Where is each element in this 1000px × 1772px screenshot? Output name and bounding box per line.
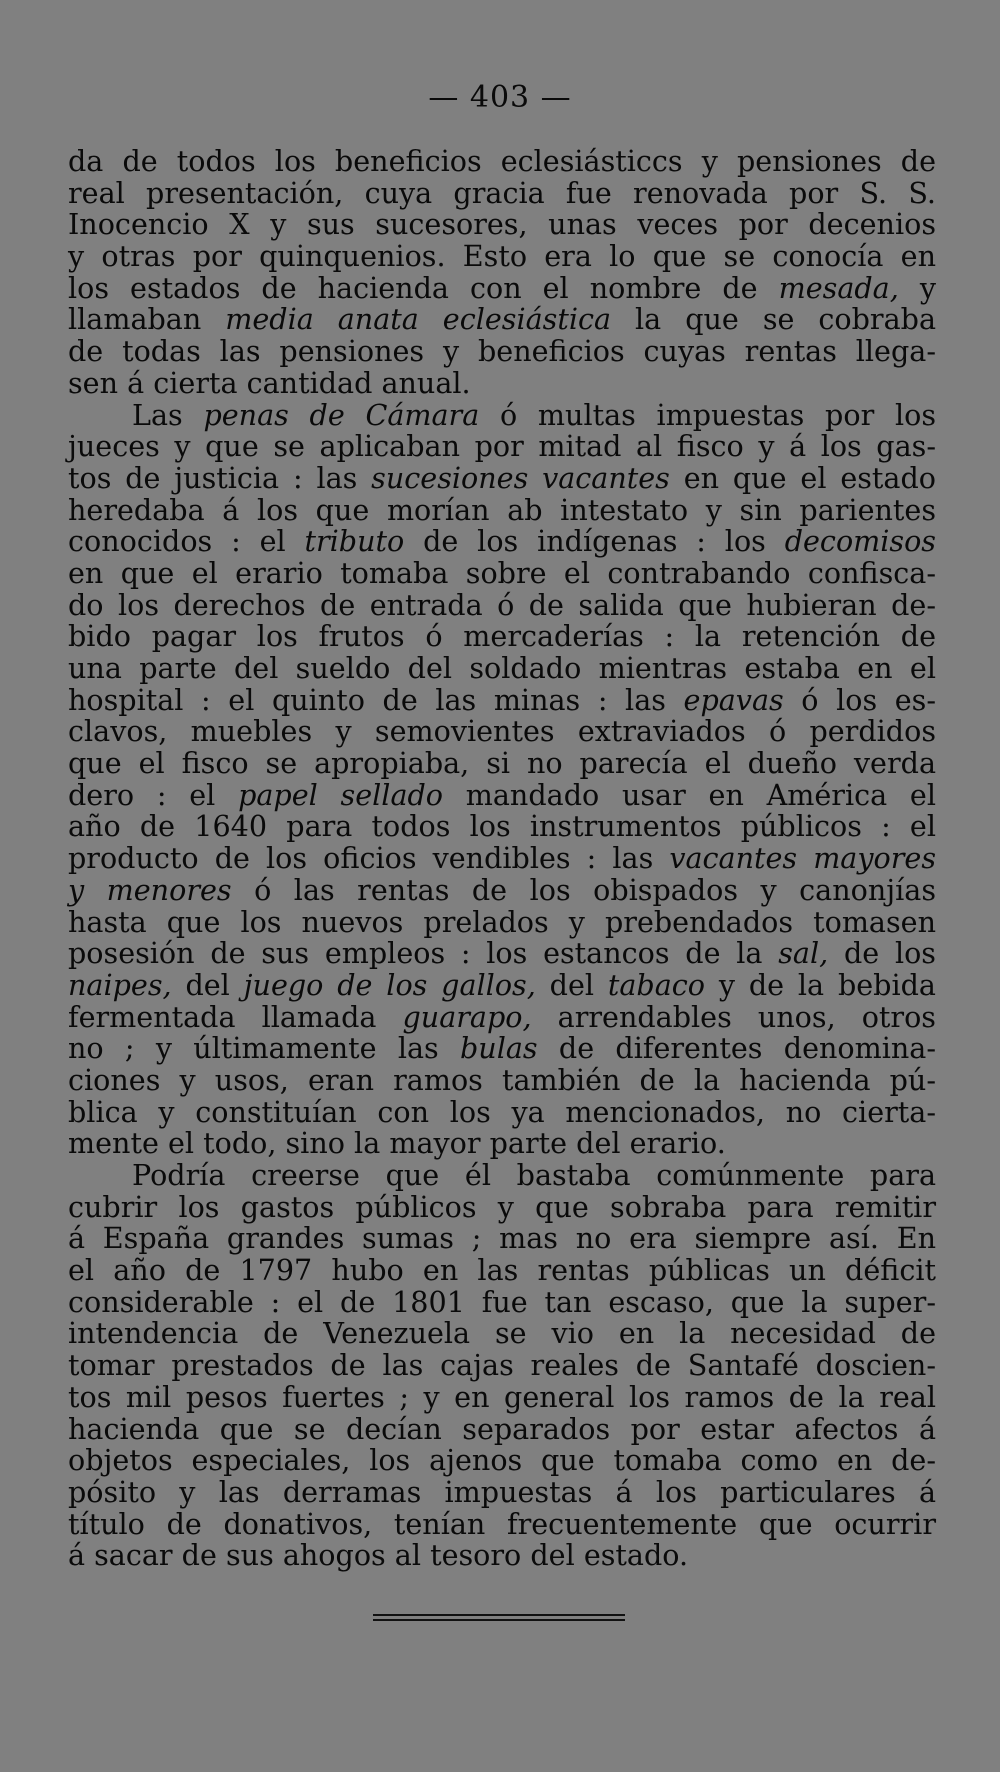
text-segment: ó los es-: [783, 682, 936, 717]
text-segment: que el fisco se apropiaba, si no parecía el dueño verda: [68, 746, 936, 781]
text-line: [68, 555, 936, 590]
text-segment: á España grandes sumas ; mas no era siempre así. En: [68, 1221, 936, 1256]
text-line: [68, 1379, 936, 1414]
text-segment: en que el estado: [669, 460, 936, 495]
italic-term: guarapo,: [402, 999, 532, 1034]
italic-term: juego de los gallos,: [243, 967, 536, 1002]
text-segment: á sacar de sus ahogos al tesoro del estado.: [68, 1538, 689, 1573]
text-segment: hasta que los nuevos prelados y prebendados tomasen: [68, 904, 936, 939]
text-line: [68, 526, 936, 558]
text-segment: Podría creerse que él bastaba comúnmente para: [132, 1158, 936, 1192]
text-segment: intendencia de Venezuela se vio en la necesidad de: [68, 1316, 936, 1351]
text-line: [68, 365, 936, 400]
text-segment: mente el todo, sino la mayor parte del erario.: [68, 1126, 726, 1161]
text-segment: heredaba á los que morían ab intestato y sin parientes: [68, 492, 936, 527]
text-line: [68, 209, 936, 241]
page-number: — 403 —: [428, 80, 572, 115]
italic-term: media anata eclesiástica: [225, 302, 612, 337]
text-segment: título de donativos, tenían frecuentemente que ocurrir: [68, 1506, 936, 1541]
text-segment: hospital : el quinto de las minas : las: [68, 682, 684, 717]
text-line: [68, 1033, 936, 1065]
text-line: [68, 492, 936, 527]
text-line: [68, 811, 936, 843]
text-line: [68, 241, 936, 273]
text-line: [68, 1445, 936, 1477]
text-segment: producto de los oficios vendibles : las: [68, 841, 670, 876]
text-segment: del: [535, 967, 608, 1002]
italic-term: epavas: [683, 682, 784, 717]
text-segment: sen á cierta cantidad anual.: [68, 365, 471, 400]
italic-term: y menores: [68, 872, 232, 907]
text-line: [68, 175, 936, 210]
text-line: [68, 748, 936, 780]
text-segment: do los derechos de entrada ó de salida que hubieran de-: [68, 587, 936, 622]
text-line: [68, 1540, 936, 1572]
text-segment: Las: [132, 397, 204, 432]
italic-term: sucesiones vacantes: [371, 460, 670, 495]
italic-term: papel sellado: [238, 777, 444, 812]
text-segment: clavos, muebles y semovientes extraviados ó perdidos: [68, 714, 936, 749]
text-line: [68, 682, 936, 717]
text-segment: conocidos : el: [68, 524, 305, 559]
text-segment: los estados de hacienda con el nombre de: [68, 270, 779, 305]
text-segment: posesión de sus empleos : los estancos de la: [68, 936, 779, 971]
text-segment: no ; y últimamente las: [68, 1031, 460, 1066]
text-segment: de diferentes denomina-: [537, 1031, 936, 1066]
text-segment: de todas las pensiones y beneficios cuyas rentas llega-: [68, 334, 936, 369]
text-segment: tos mil pesos fuertes ; y en general los ramos de la real: [68, 1379, 936, 1414]
text-segment: del: [171, 967, 244, 1002]
italic-term: naipes,: [68, 967, 172, 1002]
text-segment: y otras por quinquenios. Esto era lo que se conocía en: [68, 239, 936, 274]
text-line: [68, 397, 936, 432]
text-line: [68, 904, 936, 939]
text-line: [68, 1128, 936, 1160]
text-segment: blica y constituían con los ya mencionados, no cierta-: [68, 1094, 936, 1129]
text-line: [68, 653, 936, 685]
text-segment: da de todos los beneficios eclesiásticcs y pensiones de: [68, 144, 936, 178]
text-line: [68, 270, 936, 305]
text-line: [68, 1062, 936, 1097]
text-segment: cubrir los gastos públicos y que sobraba para remitir: [68, 1189, 936, 1224]
text-segment: considerable : el de 1801 fue tan escaso, que la super-: [68, 1284, 936, 1319]
text-line: [68, 967, 936, 1002]
text-line: [68, 1474, 936, 1509]
text-line: [68, 843, 936, 875]
text-segment: jueces y que se aplicaban por mitad al fisco y á los gas-: [68, 429, 936, 464]
text-segment: año de 1640 para todos los instrumentos públicos : el: [68, 809, 936, 844]
text-line: [68, 1223, 936, 1255]
text-segment: en que el erario tomaba sobre el contrabando confisca-: [68, 555, 936, 590]
text-line: [68, 1255, 936, 1287]
text-segment: tos de justicia : las: [68, 460, 372, 495]
text-segment: real presentación, cuya gracia fue renovada por S. S.: [68, 175, 936, 210]
text-segment: una parte del sueldo del soldado mientras estaba en el: [68, 651, 936, 685]
text-segment: Inocencio X y sus sucesores, unas veces por decenios: [68, 207, 936, 242]
text-line: [68, 336, 936, 368]
text-line: [68, 431, 936, 463]
text-line: [68, 1094, 936, 1129]
italic-term: bulas: [460, 1031, 538, 1066]
italic-term: penas de Cámara: [203, 397, 480, 432]
text-segment: pósito y las derramas impuestas á los particulares á: [68, 1474, 936, 1509]
italic-term: mesada,: [778, 270, 899, 305]
text-segment: la que se cobraba: [611, 302, 937, 337]
italic-term: tabaco: [607, 967, 705, 1002]
text-segment: de los: [828, 936, 936, 971]
italic-term: tributo: [304, 524, 405, 559]
text-segment: ó las rentas de los obispados y canonjías: [231, 872, 936, 907]
text-line: [68, 460, 936, 495]
text-line: [68, 1350, 936, 1382]
text-segment: y: [898, 270, 936, 305]
italic-term: vacantes mayores: [669, 841, 936, 876]
text-line: [68, 1284, 936, 1319]
italic-term: decomisos: [784, 524, 936, 559]
text-line: [68, 146, 936, 178]
text-segment: fermentada llamada: [68, 999, 403, 1034]
text-segment: ciones y usos, eran ramos también de la hacienda pú-: [68, 1062, 936, 1097]
text-segment: hacienda que se decían separados por estar afectos á: [68, 1411, 936, 1446]
text-line: [68, 716, 936, 748]
text-line: [68, 1189, 936, 1224]
text-line: [68, 999, 936, 1034]
text-segment: tomar prestados de las cajas reales de Santafé doscien-: [68, 1348, 936, 1383]
text-line: [68, 1506, 936, 1541]
text-segment: mandado usar en América el: [443, 777, 937, 812]
end-rule: [373, 1614, 625, 1621]
text-line: [68, 1318, 936, 1350]
text-segment: el año de 1797 hubo en las rentas públicas un déficit: [68, 1253, 936, 1288]
italic-term: sal,: [778, 936, 829, 971]
text-segment: objetos especiales, los ajenos que tomaba como en de-: [68, 1443, 936, 1478]
text-line: [68, 777, 937, 812]
text-segment: de los indígenas : los: [404, 524, 785, 559]
text-segment: llamaban: [68, 302, 226, 337]
text-line: [68, 938, 936, 970]
text-line: [68, 587, 936, 622]
text-segment: ó multas impuestas por los: [479, 397, 936, 432]
text-line: [68, 1160, 936, 1192]
text-line: [68, 872, 936, 907]
text-line: [68, 1411, 936, 1446]
text-segment: arrendables unos, otros: [531, 999, 936, 1034]
text-line: [68, 621, 936, 653]
body-text: [68, 146, 936, 1572]
text-segment: y de la bebida: [705, 967, 936, 1002]
text-line: [68, 304, 936, 336]
text-segment: bido pagar los frutos ó mercaderías : la retención de: [68, 619, 936, 654]
text-segment: dero : el: [68, 777, 239, 812]
